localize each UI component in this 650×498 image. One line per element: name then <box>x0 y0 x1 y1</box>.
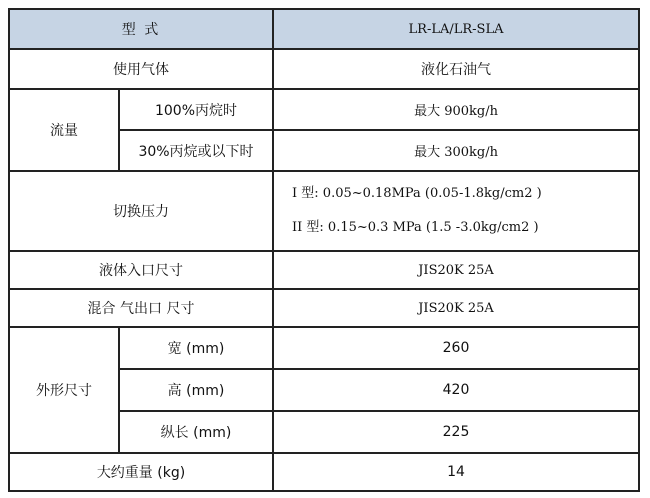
flow-row-1 <box>9 89 639 130</box>
flow-value: 最大 300kg/h <box>273 130 639 171</box>
dimension-row-1 <box>9 327 639 369</box>
mixed-outlet-value: JIS20K 25A <box>273 289 639 327</box>
dimension-name: 宽 (mm) <box>119 327 273 369</box>
mixed-outlet-row <box>9 289 639 327</box>
liquid-inlet-value: JIS20K 25A <box>273 251 639 289</box>
header-type-label: 型 式 <box>9 9 273 49</box>
flow-value: 最大 900kg/h <box>273 89 639 130</box>
spec-table <box>8 8 640 492</box>
flow-condition: 30%丙烷或以下时 <box>119 130 273 171</box>
flow-label: 流量 <box>9 89 119 171</box>
header-model: LR-LA/LR-SLA <box>273 9 639 49</box>
mixed-outlet-label: 混合 气出口 尺寸 <box>9 289 273 327</box>
dimension-value: 420 <box>273 369 639 411</box>
usage-gas-value: 液化石油气 <box>273 49 639 89</box>
pressure-type-2: II 型: 0.15~0.3 MPa (1.5 -3.0kg/cm2 ) <box>292 220 539 235</box>
pressure-type-1: I 型: 0.05~0.18MPa (0.05-1.8kg/cm2 ) <box>292 186 542 201</box>
usage-gas-label: 使用气体 <box>9 49 273 89</box>
weight-label: 大约重量 (kg) <box>9 453 273 491</box>
liquid-inlet-row <box>9 251 639 289</box>
liquid-inlet-label: 液体入口尺寸 <box>9 251 273 289</box>
weight-value: 14 <box>273 453 639 491</box>
dimensions-label: 外形尺寸 <box>9 327 119 453</box>
dimension-value: 225 <box>273 411 639 453</box>
usage-gas-row <box>9 49 639 89</box>
switch-pressure-values <box>273 171 639 251</box>
flow-condition: 100%丙烷时 <box>119 89 273 130</box>
dimension-name: 高 (mm) <box>119 369 273 411</box>
header-row <box>9 9 639 49</box>
dimension-value: 260 <box>273 327 639 369</box>
switch-pressure-label: 切换压力 <box>9 171 273 251</box>
dimension-name: 纵长 (mm) <box>119 411 273 453</box>
weight-row <box>9 453 639 491</box>
switch-pressure-row <box>9 171 639 251</box>
